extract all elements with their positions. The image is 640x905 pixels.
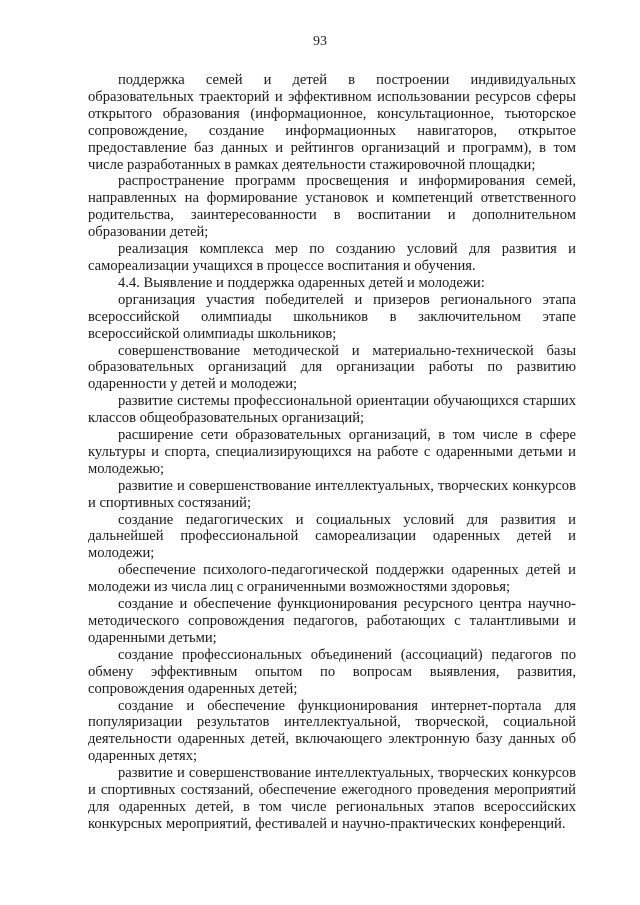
paragraph-career-guidance: развитие системы профессиональной ориентации обучающихся старших классов общеобразовательных организаций; bbox=[88, 393, 576, 427]
paragraph-network-expansion: расширение сети образовательных организаций, в том числе в сфере культуры и спорта, специализирующихся на работе с одаренными детьми и молодежью; bbox=[88, 427, 576, 477]
page-number: 93 bbox=[313, 34, 327, 49]
section-heading-gifted-children: 4.4. Выявление и поддержка одаренных детей и молодежи: bbox=[118, 274, 485, 291]
paragraph-resource-center: создание и обеспечение функционирования ресурсного центра научно-методического сопровождения педагогов, работающих с талантливыми и одаренными детьми; bbox=[88, 596, 576, 646]
document-body bbox=[88, 72, 576, 833]
paragraph-pedagogical-conditions: создание педагогических и социальных условий для развития и дальнейшей профессиональной самореализации одаренных детей и молодежи; bbox=[88, 511, 576, 562]
paragraph-self-realization: реализация комплекса мер по созданию условий для развития и самореализации учащихся в процессе воспитания и обучения. bbox=[88, 241, 576, 274]
paragraph-annual-events: развитие и совершенствование интеллектуальных, творческих конкурсов и спортивных состязаний, обеспечение ежегодного проведения мероприятий для одаренных детей, в том числе региональных этапов всероссийских конкурсных мероприятий, фестивалей и научно-практических конференций. bbox=[88, 765, 576, 832]
paragraph-material-base: совершенствование методической и материально-технической базы образовательных организаций для организации работы по развитию одаренности у детей и молодежи; bbox=[88, 342, 576, 393]
paragraph-teacher-associations: создание профессиональных объединений (ассоциаций) педагогов по обмену эффективным опытом по вопросам выявления, развития, сопровождения одаренных детей; bbox=[88, 646, 576, 697]
paragraph-olympiad: организация участия победителей и призеров регионального этапа всероссийской олимпиады школьников в заключительном этапе всероссийской олимпиады школьников; bbox=[88, 291, 576, 342]
paragraph-parent-education: распространение программ просвещения и информирования семей, направленных на формирование установок и компетенций ответственного родительства, заинтересованности в воспитании и дополнительном образовании детей; bbox=[88, 173, 576, 241]
paragraph-internet-portal: создание и обеспечение функционирования интернет-портала для популяризации результатов интеллектуальной, творческой, социальной деятельности одаренных детей, включающего электронную базу данных об одаренных детях; bbox=[88, 697, 576, 765]
paragraph-psychological-support: обеспечение психолого-педагогической поддержки одаренных детей и молодежи из числа лиц с ограниченными возможностями здоровья; bbox=[88, 562, 576, 596]
paragraph-family-support: поддержка семей и детей в построении индивидуальных образовательных траекторий и эффективном использовании ресурсов сферы открытого образования (информационное, консультационное, тьюторское сопровождение, создание информационных навигаторов, открытое предоставление баз данных и рейтингов организаций и программ), в том числе разработанных в рамках деятельности стажировочной площадки; bbox=[88, 72, 576, 173]
paragraph-contests: развитие и совершенствование интеллектуальных, творческих конкурсов и спортивных состязаний; bbox=[88, 477, 576, 511]
